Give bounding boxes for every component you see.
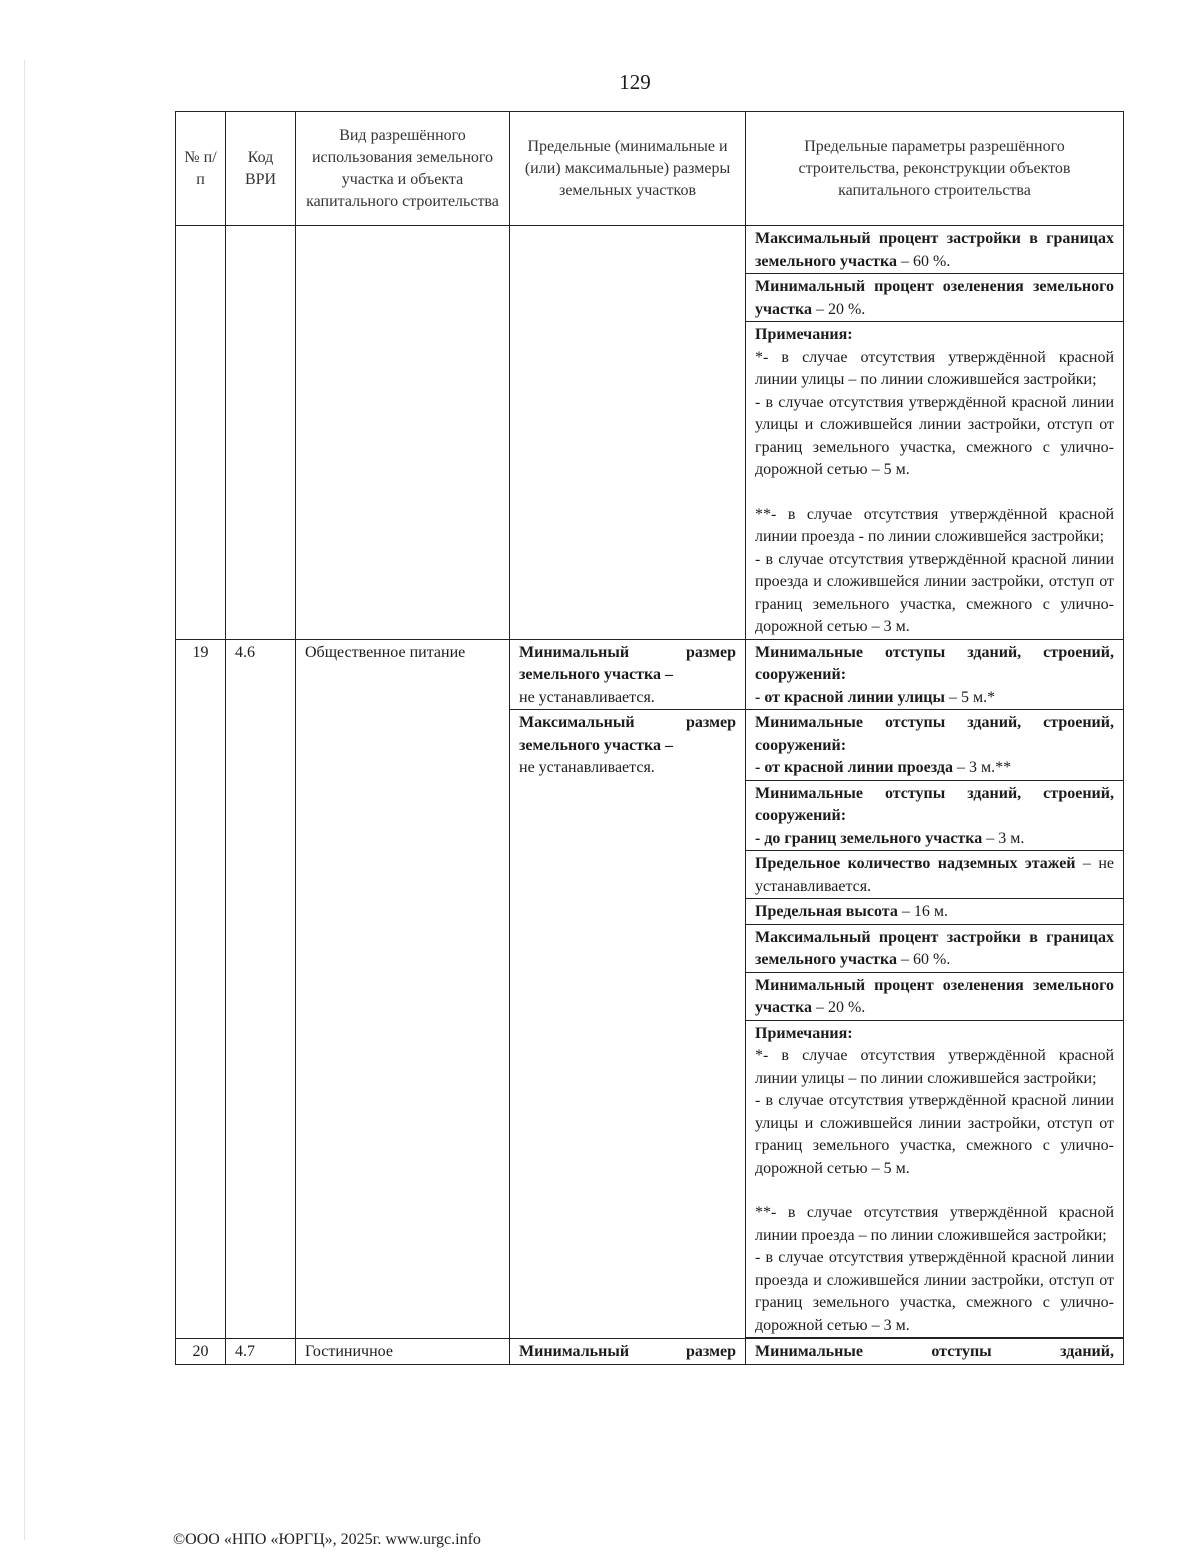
param-offset-passage: Минимальные отступы зданий, строений, сооружений: - от красной линии проезда – 3 м.**	[746, 710, 1124, 781]
table-header-row	[176, 112, 1124, 226]
note: **- в случае отсутствия утверждённой красной линии проезда - по линии сложившейся застройки;	[755, 505, 1114, 545]
min-size-cell: Минимальный размер земельного участка – не устанавливается.	[510, 639, 746, 710]
param-height: Предельная высота – 16 м.	[746, 899, 1124, 925]
note: - в случае отсутствия утверждённой красной линии проезда и сложившейся линии застройки, отступ от границ земельного участка, смежного с улично-дорожной сетью – 3 м.	[755, 550, 1114, 635]
note: **- в случае отсутствия утверждённой красной линии проезда – по линии сложившейся застройки;	[755, 1204, 1114, 1244]
note: *- в случае отсутствия утверждённой красной линии улицы – по линии сложившейся застройки;	[755, 1047, 1114, 1087]
table-row	[176, 639, 1124, 710]
notes-cell: Примечания: *- в случае отсутствия утверждённой красной линии улицы – по линии сложившейся застройки; - в случае отсутствия утверждённой красной линии улицы и сложившейся линии застройки, отступ от границ земельного участка, смежного с улично-дорожной сетью – 5 м. **- в случае отсутствия утверждённой красной линии проезда - по линии сложившейся застройки; - в случае отсутствия утверждённой красной линии проезда и сложившейся линии застройки, отступ от границ земельного участка, смежного с улично-дорожной сетью – 3 м.	[746, 322, 1124, 640]
header-num: № п/п	[176, 112, 226, 226]
row-code: 4.6	[226, 639, 296, 1339]
param-offset-street: Минимальные отступы зданий, строений, сооружений: - от красной линии улицы – 5 м.*	[746, 639, 1124, 710]
notes-cell: Примечания: *- в случае отсутствия утверждённой красной линии улицы – по линии сложившейся застройки; - в случае отсутствия утверждённой красной линии улицы и сложившейся линии застройки, отступ от границ земельного участка, смежного с улично-дорожной сетью – 5 м. **- в случае отсутствия утверждённой красной линии проезда – по линии сложившейся застройки; - в случае отсутствия утверждённой красной линии проезда и сложившейся линии застройки, отступ от границ земельного участка, смежного с улично-дорожной сетью – 3 м.	[746, 1020, 1124, 1338]
param-max-build-percent: Максимальный процент застройки в границах земельного участка – 60 %.	[746, 924, 1124, 972]
header-kind: Вид разрешённого использования земельного участка и объекта капитального строительства	[296, 112, 510, 226]
param-min-green-percent: Минимальный процент озеленения земельного участка – 20 %.	[746, 972, 1124, 1020]
table-row	[176, 1339, 1124, 1365]
param-offset: Минимальные отступы зданий,	[746, 1339, 1124, 1365]
scan-margin-line	[24, 60, 25, 1540]
param-floors: Предельное количество надземных этажей – не устанавливается.	[746, 851, 1124, 899]
regulations-table	[175, 111, 1124, 1365]
footer-copyright: ©ООО «НПО «ЮРГЦ», 2025г. www.urgc.info	[173, 1531, 481, 1548]
max-size-cell: Максимальный размер земельного участка – не устанавливается.	[510, 710, 746, 1339]
row-number: 20	[176, 1339, 226, 1365]
note: - в случае отсутствия утверждённой красной линии улицы и сложившейся линии застройки, отступ от границ земельного участка, смежного с улично-дорожной сетью – 5 м.	[755, 1092, 1114, 1177]
param-min-green-percent: Минимальный процент озеленения земельного участка – 20 %.	[746, 274, 1124, 322]
param-offset-boundary: Минимальные отступы зданий, строений, сооружений: - до границ земельного участка – 3 м.	[746, 780, 1124, 851]
note: *- в случае отсутствия утверждённой красной линии улицы – по линии сложившейся застройки;	[755, 348, 1114, 388]
header-sizes: Предельные (минимальные и (или) максимальные) размеры земельных участков	[510, 112, 746, 226]
min-size-cell: Минимальный размер	[510, 1339, 746, 1365]
table-row	[176, 226, 1124, 274]
note: - в случае отсутствия утверждённой красной линии улицы и сложившейся линии застройки, отступ от границ земельного участка, смежного с улично-дорожной сетью – 5 м.	[755, 393, 1114, 478]
row-number: 19	[176, 639, 226, 1339]
note: - в случае отсутствия утверждённой красной линии проезда и сложившейся линии застройки, отступ от границ земельного участка, смежного с улично-дорожной сетью – 3 м.	[755, 1249, 1114, 1334]
header-code: Код ВРИ	[226, 112, 296, 226]
page-number: 129	[619, 70, 651, 94]
param-max-build-percent: Максимальный процент застройки в границах земельного участка – 60 %.	[746, 226, 1124, 274]
row-kind: Гостиничное	[296, 1339, 510, 1365]
row-kind: Общественное питание	[296, 639, 510, 1339]
header-params: Предельные параметры разрешённого строительства, реконструкции объектов капитального строительства	[746, 112, 1124, 226]
row-code: 4.7	[226, 1339, 296, 1365]
